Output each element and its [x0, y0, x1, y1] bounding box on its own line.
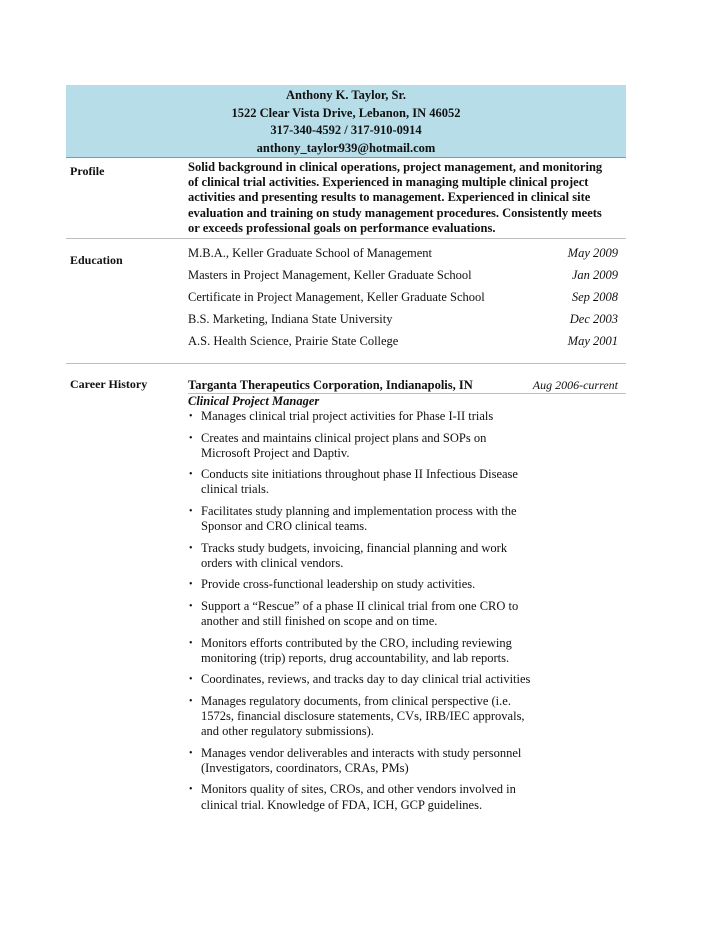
profile-summary — [188, 160, 626, 236]
education-section — [66, 242, 626, 364]
responsibility-text: Support a “Rescue” of a phase II clinical trial from one CRO to another and still finished on scope and on time. — [201, 598, 519, 629]
responsibility-text: Monitors efforts contributed by the CRO, including reviewing monitoring (trip) reports, drug accountability, and lab reports. — [201, 635, 512, 665]
bullet-icon: • — [189, 695, 193, 707]
responsibility-item — [188, 636, 538, 666]
education-label: Education — [70, 253, 123, 267]
bullet-icon: • — [189, 432, 193, 444]
responsibility-item — [188, 746, 538, 776]
responsibility-text: Monitors quality of sites, CROs, and other vendors involved in clinical trial. Knowledge of FDA, ICH, GCP guidelines. — [201, 782, 516, 812]
education-item — [188, 242, 626, 264]
resume-page — [66, 85, 626, 819]
responsibility-text: Creates and maintains clinical project plans and SOPs on Microsoft Project and Daptiv. — [201, 430, 487, 460]
bullet-icon: • — [189, 542, 193, 554]
responsibility-item — [188, 504, 538, 534]
responsibility-list — [188, 409, 538, 813]
education-list — [188, 242, 626, 352]
degree-date: May 2001 — [567, 334, 618, 348]
career-label: Career History — [70, 377, 148, 391]
bullet-icon: • — [189, 600, 193, 612]
profile-line: evaluation and training on study management procedures. Consistently meets — [188, 205, 602, 220]
responsibility-text: Manages clinical trial project activities for Phase I-II trials — [201, 409, 494, 423]
degree: M.B.A., Keller Graduate School of Management — [188, 246, 433, 260]
responsibility-text: Tracks study budgets, invoicing, financial planning and work orders with clinical vendors. — [201, 540, 508, 570]
responsibility-text: Manages vendor deliverables and interacts with study personnel (Investigators, coordinators, CRAs, PMs) — [201, 745, 522, 775]
responsibility-text: Coordinates, reviews, and tracks day to day clinical trial activities — [201, 672, 531, 687]
email-address: anthony_taylor939@hotmail.com — [256, 140, 436, 155]
degree-date: Sep 2008 — [571, 290, 618, 304]
education-item — [188, 286, 626, 308]
education-item — [188, 264, 626, 286]
education-item — [188, 308, 626, 330]
bullet-icon: • — [189, 747, 193, 759]
profile-line: Solid background in clinical operations, project management, and monitoring — [188, 160, 603, 174]
degree: Masters in Project Management, Keller Graduate School — [188, 268, 472, 282]
contact-header — [66, 85, 626, 158]
degree: B.S. Marketing, Indiana State University — [188, 312, 393, 326]
responsibility-item — [188, 409, 538, 424]
profile-line: of clinical trial activities. Experienced in managing multiple clinical project — [188, 175, 589, 190]
bullet-icon: • — [189, 637, 193, 649]
profile-section — [66, 158, 626, 239]
education-item — [188, 330, 626, 352]
responsibility-text: Conducts site initiations throughout phase II Infectious Disease clinical trials. — [201, 467, 518, 497]
responsibility-item — [188, 599, 538, 629]
degree-date: Jan 2009 — [571, 268, 618, 282]
degree-date: Dec 2003 — [569, 312, 618, 326]
responsibility-item — [188, 672, 538, 687]
responsibility-item — [188, 694, 538, 740]
profile-line: or exceeds professional goals on performance evaluations. — [188, 220, 496, 235]
degree-date: May 2009 — [567, 246, 618, 260]
responsibility-text: Facilitates study planning and implementation process with the Sponsor and CRO clinical teams. — [201, 503, 517, 534]
degree: A.S. Health Science, Prairie State College — [188, 334, 399, 348]
career-section — [66, 364, 626, 813]
bullet-icon: • — [189, 411, 193, 422]
profile-label: Profile — [70, 164, 105, 178]
degree: Certificate in Project Management, Keller Graduate School — [188, 290, 485, 304]
bullet-icon: • — [189, 784, 193, 796]
responsibility-item — [188, 782, 538, 812]
job-title: Clinical Project Manager — [188, 394, 320, 408]
bullet-icon: • — [189, 505, 193, 517]
responsibility-text: Provide cross-functional leadership on study activities. — [201, 577, 476, 592]
responsibility-item — [188, 467, 538, 497]
company-line — [188, 377, 626, 394]
address: 1522 Clear Vista Drive, Lebanon, IN 46052 — [231, 105, 461, 120]
responsibility-item — [188, 431, 538, 461]
profile-line: activities and presenting results to management. Experienced in clinical site — [188, 190, 591, 205]
bullet-icon: • — [189, 674, 193, 686]
responsibility-text: Manages regulatory documents, from clinical perspective (i.e. 1572s, financial disclosure statements, CVs, IRB/IEC approvals, and other regulatory submissions). — [201, 693, 525, 739]
company-name: Targanta Therapeutics Corporation, Indianapolis, IN — [188, 378, 473, 392]
candidate-name: Anthony K. Taylor, Sr. — [286, 88, 406, 102]
responsibility-item — [188, 577, 538, 592]
responsibility-item — [188, 541, 538, 571]
bullet-icon: • — [189, 469, 193, 481]
employment-dates: Aug 2006-current — [532, 378, 618, 392]
bullet-icon: • — [189, 579, 193, 591]
phone-numbers: 317-340-4592 / 317-910-0914 — [270, 123, 422, 137]
